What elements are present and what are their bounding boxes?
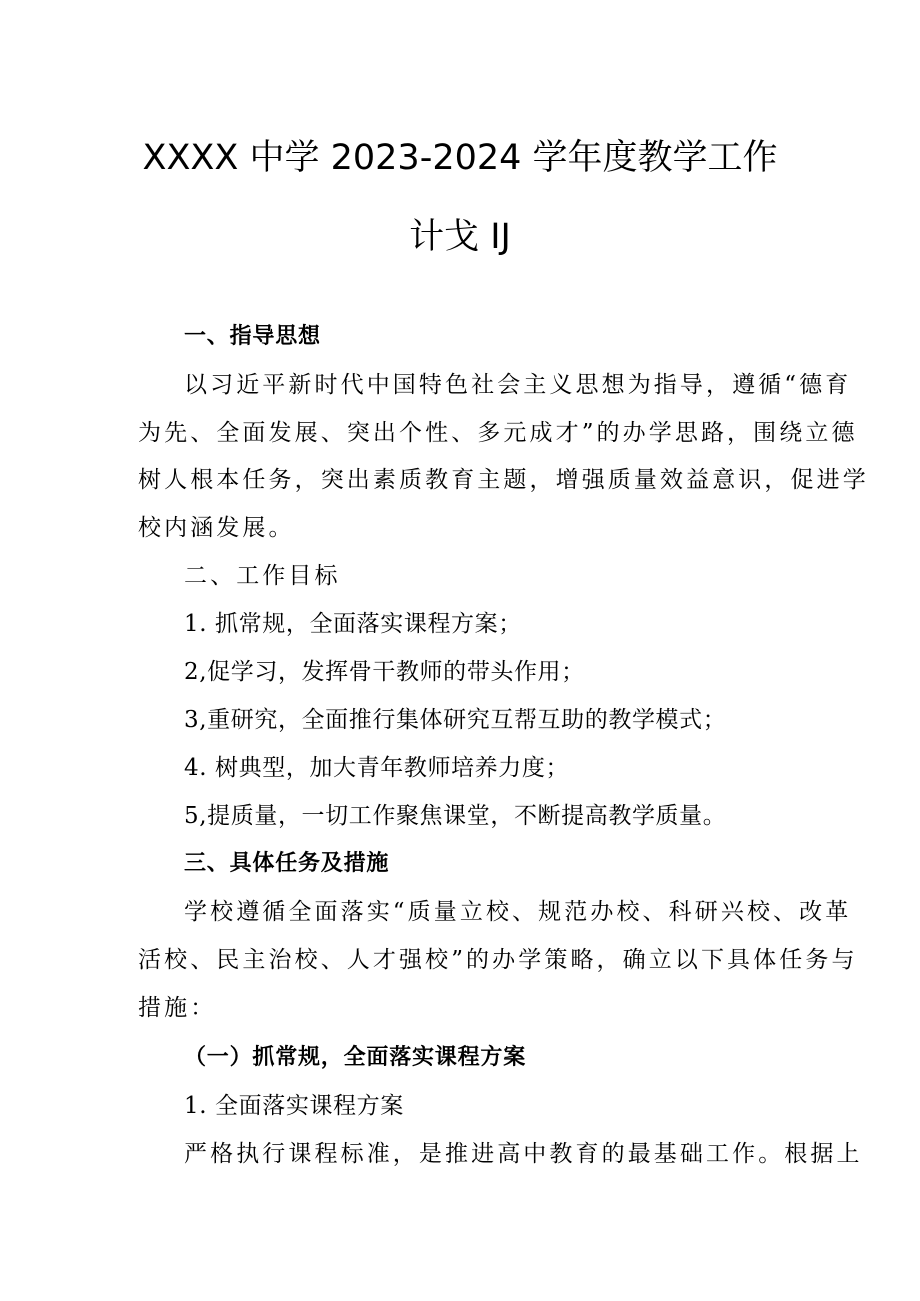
section-heading-guiding-ideology: 一、指导思想 (184, 324, 321, 349)
paragraph-line: 措施： (138, 995, 217, 1021)
list-item: 1. 全面落实课程方案 (184, 1093, 404, 1119)
subheading-routine-curriculum: （一）抓常规，全面落实课程方案 (184, 1045, 527, 1070)
list-item: 4. 树典型，加大青年教师培养力度； (184, 755, 570, 781)
paragraph-line: 活校、民主治校、人才强校”的办学策略，确立以下具体任务与 (138, 947, 858, 973)
list-item: 3,重研究，全面推行集体研究互帮互助的教学模式； (184, 707, 727, 733)
list-item: 5,提质量，一切工作聚焦课堂，不断提高教学质量。 (184, 803, 727, 829)
section-heading-work-goals: 二、工作目标 (184, 563, 341, 589)
section-heading-tasks-measures: 三、具体任务及措施 (184, 851, 390, 876)
list-item: 1. 抓常规，全面落实课程方案； (184, 611, 522, 637)
paragraph-line: 以习近平新时代中国特色社会主义思想为指导，遵循“德育 (184, 372, 852, 398)
paragraph-line: 校内涵发展。 (138, 515, 295, 541)
document-title-line-2: 计戈 IJ (409, 217, 511, 257)
document-title-line-1: XXXX 中学 2023-2024 学年度教学工作 (142, 138, 778, 178)
list-item: 2,促学习，发挥骨干教师的带头作用； (184, 659, 585, 685)
paragraph-line: 为先、全面发展、突出个性、多元成才”的办学思路，围绕立德 (138, 420, 858, 446)
paragraph-line: 严格执行课程标准，是推进高中教育的最基础工作。根据上 (184, 1141, 863, 1167)
paragraph-line: 学校遵循全面落实“质量立校、规范办校、科研兴校、改革 (184, 899, 852, 925)
paragraph-line: 树人根本任务，突出素质教育主题，增强质量效益意识，促进学 (138, 467, 869, 493)
